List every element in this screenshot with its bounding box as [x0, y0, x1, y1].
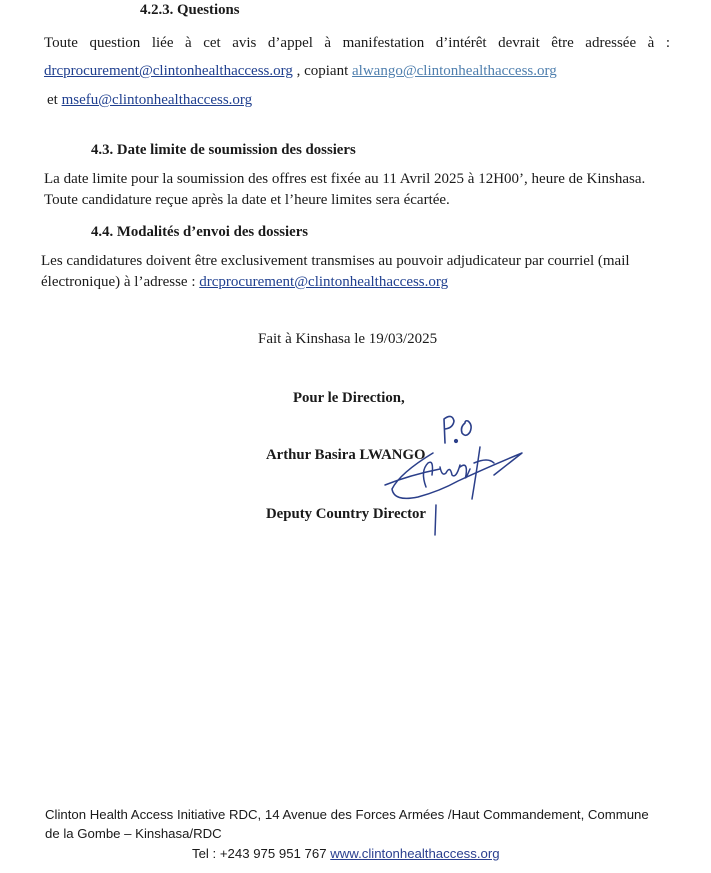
- submission-address-prefix: électronique) à l’adresse :: [41, 274, 196, 290]
- submission-line1: Les candidatures doivent être exclusivement transmises au pouvoir adjudicateur par courriel (mail: [41, 253, 630, 269]
- handwritten-signature: [370, 405, 540, 545]
- questions-paragraph-line1: Toute question liée à cet avis d’appel à manifestation d’intérêt devrait être adressée à :: [44, 35, 670, 51]
- copy-text: , copiant: [296, 63, 349, 79]
- heading-questions: 4.2.3. Questions: [140, 2, 240, 18]
- footer-address-line1: Clinton Health Access Initiative RDC, 14 Avenue des Forces Armées /Haut Commandement, Commune: [45, 807, 649, 822]
- email-link-drcprocurement[interactable]: drcprocurement@clintonhealthaccess.org: [44, 63, 293, 79]
- deadline-line1: La date limite pour la soumission des offres est fixée au 11 Avril 2025 à 12H00’, heure de Kinshasa.: [44, 171, 646, 187]
- email-link-msefu[interactable]: msefu@clintonhealthaccess.org: [61, 92, 253, 108]
- footer-website-link[interactable]: www.clintonhealthaccess.org: [330, 846, 500, 861]
- handwritten-po: [444, 416, 471, 443]
- questions-paragraph-line2: [44, 63, 557, 80]
- footer-address-line2: de la Gombe – Kinshasa/RDC: [45, 826, 222, 841]
- submission-line2: [41, 274, 448, 291]
- signatory-title: Deputy Country Director: [266, 506, 426, 522]
- signatory-name: Arthur Basira LWANGO: [266, 447, 426, 463]
- questions-paragraph-line3: [47, 92, 252, 109]
- email-link-alwango[interactable]: alwango@clintonhealthaccess.org: [352, 63, 557, 79]
- place-date: Fait à Kinshasa le 19/03/2025: [258, 331, 438, 347]
- footer-tel: Tel : +243 975 951 767: [192, 846, 327, 861]
- email-link-submission[interactable]: drcprocurement@clintonhealthaccess.org: [199, 274, 449, 290]
- and-text: et: [47, 92, 58, 108]
- heading-submission: 4.4. Modalités d’envoi des dossiers: [91, 224, 309, 240]
- for-direction: Pour le Direction,: [293, 390, 405, 406]
- deadline-line2: Toute candidature reçue après la date et l’heure limites sera écartée.: [44, 192, 450, 208]
- footer-contact: [192, 846, 500, 861]
- heading-deadline: 4.3. Date limite de soumission des dossiers: [91, 142, 356, 158]
